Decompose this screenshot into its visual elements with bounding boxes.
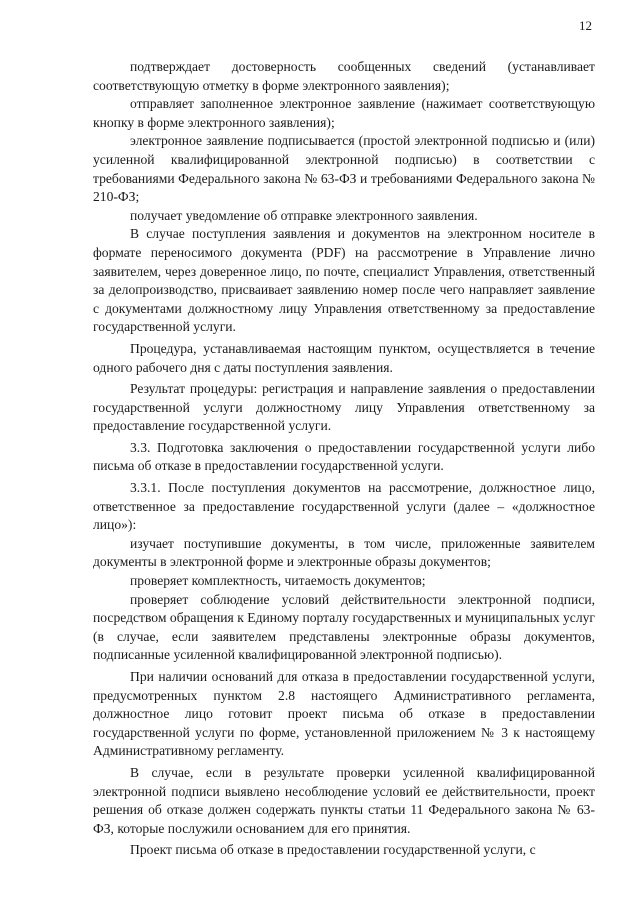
paragraph: получает уведомление об отправке электронного заявления. xyxy=(130,207,478,223)
paragraph: электронное заявление подписывается (простой электронной подписью и (или) усиленной квалифицированной электронной подписью) в соответствии с требованиями Федерального закона № 63-ФЗ и требованиями Федерального закона № 210-ФЗ; xyxy=(93,133,595,205)
paragraph: проверяет соблюдение условий действительности электронной подписи, посредством обращения к Единому порталу государственных и муниципальных услуг (в случае, если заявителем представлены электронные образы документов, подписанные усиленной квалифицированной электронной подписью). xyxy=(93,591,595,663)
paragraph: изучает поступившие документы, в том числе, приложенные заявителем документы в электронной форме и электронные образы документов; xyxy=(93,535,595,570)
paragraph: В случае, если в результате проверки усиленной квалифицированной электронной подписи выявлено несоблюдение условий ее действительности, проект решения об отказе должен содержать пункты статьи 11 Федерального закона № 63-ФЗ, которые послужили основанием для его принятия. xyxy=(93,764,595,836)
paragraph: Процедура, устанавливаемая настоящим пунктом, осуществляется в течение одного рабочего дня с даты поступления заявления. xyxy=(93,340,595,375)
paragraph: При наличии оснований для отказа в предоставлении государственной услуги, предусмотренных пунктом 2.8 настоящего Административного регламента, должностное лицо готовит проект письма об отказе в предоставлении государственной услуги по форме, установленной приложением № 3 к настоящему Административному регламенту. xyxy=(93,669,595,759)
page-number: 12 xyxy=(579,18,592,33)
paragraph: В случае поступления заявления и документов на электронном носителе в формате переносимого документа (PDF) на рассмотрение в Управление лично заявителем, через доверенное лицо, по почте, специалист Управления, ответственный за делопроизводство, присваивает заявлению номер после чего направляет заявление с документами должностному лицу Управления ответственному за предоставление государственной услуги. xyxy=(93,226,595,335)
paragraph: отправляет заполненное электронное заявление (нажимает соответствующую кнопку в форме электронного заявления); xyxy=(93,96,595,130)
paragraph: 3.3.1. После поступления документов на рассмотрение, должностное лицо, ответственное за предоставление государственной услуги (далее – «должностное лицо»): xyxy=(93,480,595,533)
paragraph: Проект письма об отказе в предоставлении государственной услуги, с xyxy=(130,842,536,858)
paragraph: подтверждает достоверность сообщенных сведений (устанавливает соответствующую отметку в форме электронного заявления); xyxy=(93,59,595,93)
paragraph: проверяет комплектность, читаемость документов; xyxy=(130,573,426,589)
document-body xyxy=(93,58,595,860)
section-heading: 3.3. Подготовка заключения о предоставлении государственной услуги либо письма об отказе в предоставлении государственной услуги. xyxy=(93,439,595,474)
paragraph: Результат процедуры: регистрация и направление заявления о предоставлении государственной услуги должностному лицу Управления ответственному за предоставление государственной услуги. xyxy=(93,381,595,434)
